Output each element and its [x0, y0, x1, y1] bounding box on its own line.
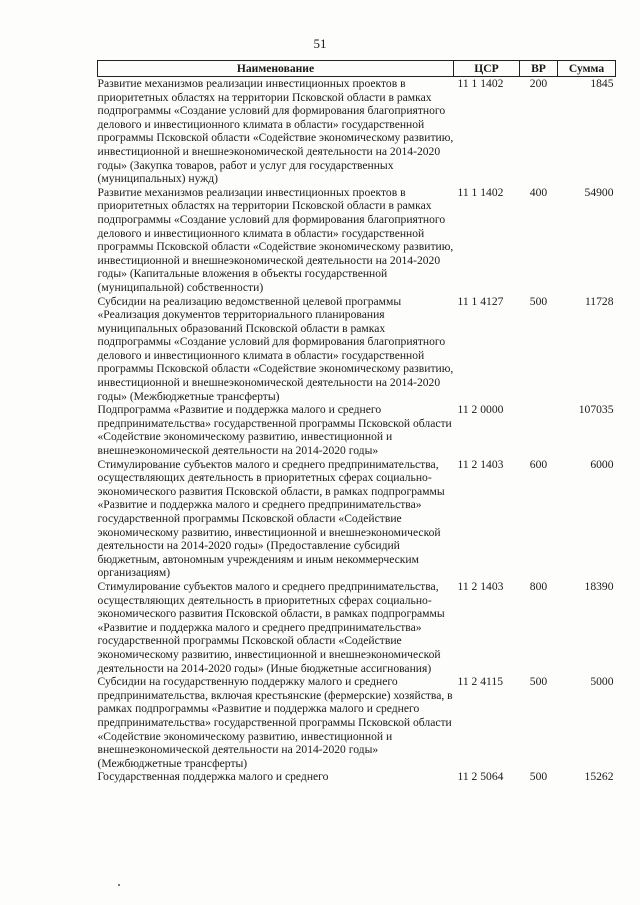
row-vr: 500: [529, 294, 548, 308]
row-vr: [520, 403, 558, 457]
row-name: Стимулирование субъектов малого и среднего предпринимательства, осуществляющих деятельность в приоритетных сферах социально-экономического развития Псковской области, в рамках подпрограммы «Развитие и поддержка малого и среднего предпринимательства» государственной программы Псковской области «Содействие экономическому развитию, инвестиционной и внешнеэкономической деятельности на 2014-2020 годы» (Иные бюджетные ассигнования): [97, 579, 445, 675]
row-sum: 11728: [584, 294, 614, 308]
row-vr: 500: [529, 675, 548, 689]
table-row: [98, 403, 616, 457]
row-vr: 500: [529, 770, 548, 784]
row-name: Развитие механизмов реализации инвестиционных проектов в приоритетных областях на территории Псковской области в рамках подпрограммы «Создание условий для формирования благоприятного делового и инвестиционного климата в области» государственной программы Псковской области «Содействие экономическому развитию, инвестиционной и внешнеэкономической деятельности на 2014-2020 годы» (Капитальные вложения в объекты государственной (муниципальной) собственности): [97, 185, 454, 294]
table-row: [98, 675, 616, 770]
row-sum: 18390: [584, 579, 614, 593]
table-row: [98, 770, 616, 784]
row-name: Субсидии на государственную поддержку малого и среднего предпринимательства, включая крестьянские (фермерские) хозяйства, в рамках подпрограммы «Развитие и поддержка малого и среднего предпринимательства» государственной программы Псковской области «Содействие экономическому развитию, инвестиционной и внешнеэкономической деятельности на 2014-2020 годы» (Межбюджетные трансферты): [97, 675, 453, 770]
row-csr: 11 1 1402: [457, 185, 504, 199]
row-name: Подпрограмма «Развитие и поддержка малого и среднего предпринимательства» государственной программы Псковской области «Содействие экономическому развитию, инвестиционной и внешнеэкономической деятельности на 2014-2020 годы»: [97, 403, 452, 458]
table-row: [98, 458, 616, 580]
header-sum: Сумма: [558, 61, 616, 77]
row-sum: 54900: [584, 185, 614, 199]
header-vr: ВР: [520, 61, 558, 77]
table-row: [98, 186, 616, 295]
row-sum: 15262: [584, 770, 614, 784]
row-csr: 11 2 1403: [457, 457, 504, 471]
row-csr: 11 2 5064: [457, 770, 504, 784]
row-sum: 1845: [590, 77, 614, 90]
row-name: Субсидии на реализацию ведомственной целевой программы «Реализация документов территориального планирования муниципальных образований Псковской области в рамках подпрограммы «Создание условий для формирования благоприятного делового и инвестиционного климата в области» государственной программы Псковской области «Содействие экономическому развитию, инвестиционной и внешнеэкономической деятельности на 2014-2020 годы» (Межбюджетные трансферты): [97, 294, 454, 403]
row-csr: 11 1 1402: [457, 77, 504, 90]
row-sum: 107035: [578, 403, 614, 417]
row-name: Государственная поддержка малого и среднего: [97, 770, 329, 784]
table-row: [98, 580, 616, 675]
budget-table: [97, 60, 616, 784]
table-header-row: [98, 61, 616, 77]
row-vr: 600: [529, 457, 548, 471]
row-csr: 11 2 1403: [457, 579, 504, 593]
scan-speck: [118, 884, 120, 886]
row-vr: 800: [529, 579, 548, 593]
row-vr: 200: [529, 77, 548, 90]
row-sum: 6000: [590, 457, 614, 471]
row-csr: 11 2 4115: [457, 675, 504, 689]
row-name: Развитие механизмов реализации инвестиционных проектов в приоритетных областях на территории Псковской области в рамках подпрограммы «Создание условий для формирования благоприятного делового и инвестиционного климата в области» государственной программы Псковской области «Содействие экономическому развитию, инвестиционной и внешнеэкономической деятельности на 2014-2020 годы» (Закупка товаров, работ и услуг для государственных (муниципальных) нужд): [97, 77, 454, 186]
row-csr: 11 2 0000: [457, 403, 504, 417]
row-sum: 5000: [590, 675, 614, 689]
table-row: [98, 295, 616, 404]
row-vr: 400: [529, 185, 548, 199]
page-number: 51: [313, 36, 327, 51]
header-csr: ЦСР: [454, 61, 520, 77]
row-csr: 11 1 4127: [457, 294, 504, 308]
row-name: Стимулирование субъектов малого и среднего предпринимательства, осуществляющих деятельность в приоритетных сферах социально-экономического развития Псковской области, в рамках подпрограммы «Развитие и поддержка малого и среднего предпринимательства» государственной программы Псковской области «Содействие экономическому развитию, инвестиционной и внешнеэкономической деятельности на 2014-2020 годы» (Предоставление субсидий бюджетным, автономным учреждениям и иным некоммерческим организациям): [97, 457, 445, 580]
table-row: [98, 77, 616, 186]
header-name: Наименование: [98, 61, 454, 77]
